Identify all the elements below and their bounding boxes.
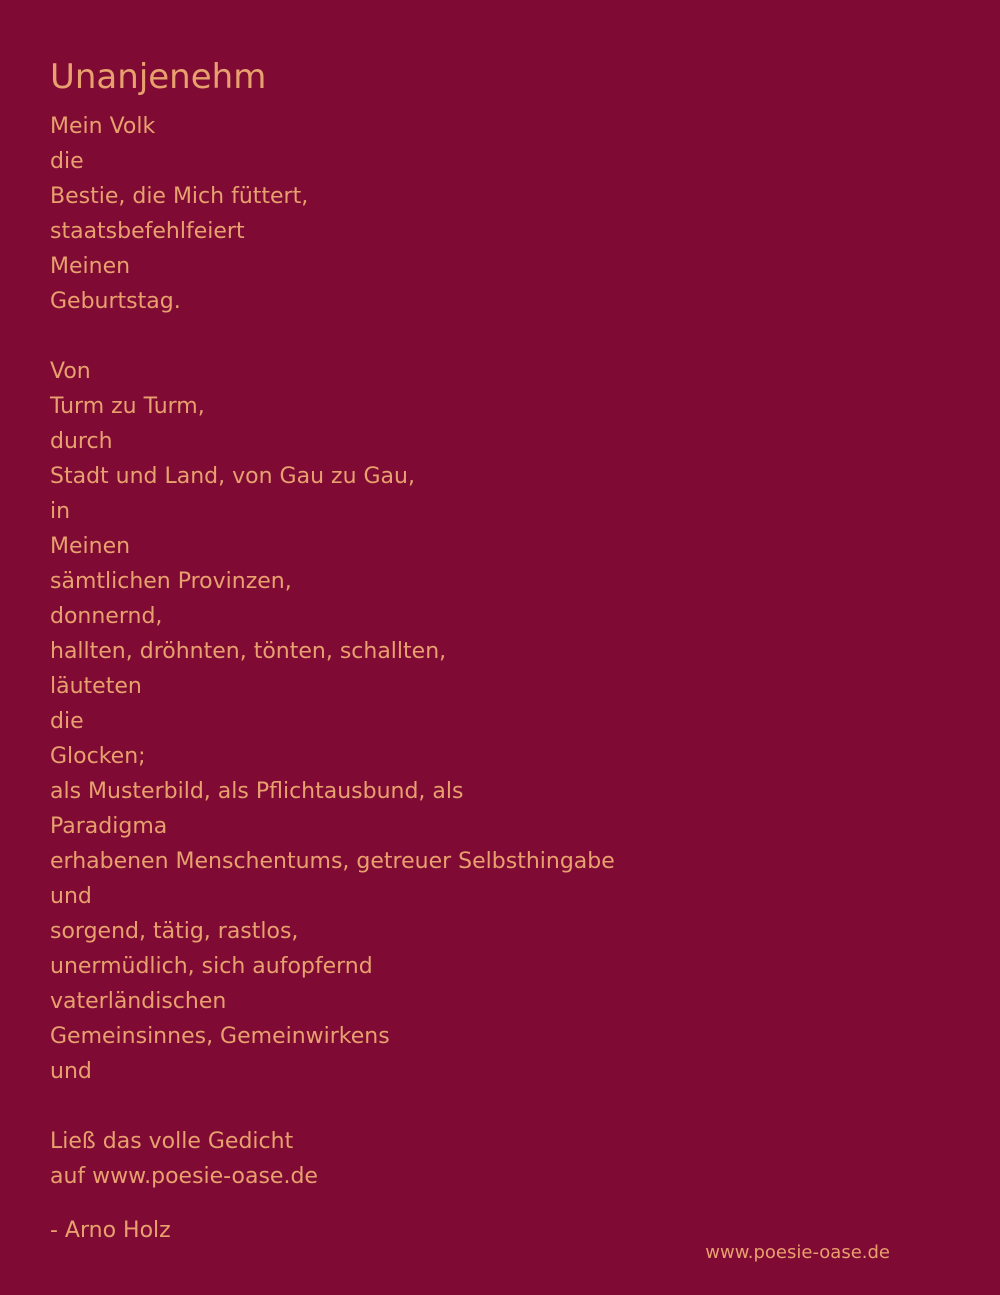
poem-line: Paradigma [50,814,168,839]
poem-line: auf www.poesie-oase.de [50,1164,318,1189]
poem-line: hallten, dröhnten, tönten, schallten, [50,639,447,664]
poem-line: läuteten [50,674,142,699]
poem-line: sorgend, tätig, rastlos, [50,919,299,944]
footer-website-url: www.poesie-oase.de [705,1242,890,1263]
poem-line: und [50,1059,92,1084]
poem-line: Bestie, die Mich füttert, [50,184,309,209]
poem-line: Stadt und Land, von Gau zu Gau, [50,464,415,489]
poem-line: Glocken; [50,744,146,769]
poem-line: unermüdlich, sich aufopfernd [50,954,373,979]
poem-line: Meinen [50,254,131,279]
poem-line: Von [50,359,91,384]
poem-line: durch [50,429,113,454]
poem-line: Meinen [50,534,131,559]
poem-line: Geburtstag. [50,289,181,314]
stanza-break [50,319,615,354]
poem-line: staatsbefehlfeiert [50,219,245,244]
poem-line: die [50,709,84,734]
poem-line: donnernd, [50,604,163,629]
poem-author: - Arno Holz [50,1218,171,1243]
poem-line: vaterländischen [50,989,227,1014]
poem-line: Mein Volk [50,114,156,139]
poem-line: als Musterbild, als Pflichtausbund, als [50,779,464,804]
poem-line: Turm zu Turm, [50,394,205,419]
poem-line: erhabenen Menschentums, getreuer Selbsthingabe [50,849,615,874]
poem-line: und [50,884,92,909]
poem-line: in [50,499,71,524]
poem-line: Ließ das volle Gedicht [50,1129,294,1154]
poem-title: Unanjenehm [50,57,267,97]
poem-line: sämtlichen Provinzen, [50,569,292,594]
poem-line: Gemeinsinnes, Gemeinwirkens [50,1024,390,1049]
poem-body [50,109,615,1194]
poem-line: die [50,149,84,174]
stanza-break [50,1089,615,1124]
